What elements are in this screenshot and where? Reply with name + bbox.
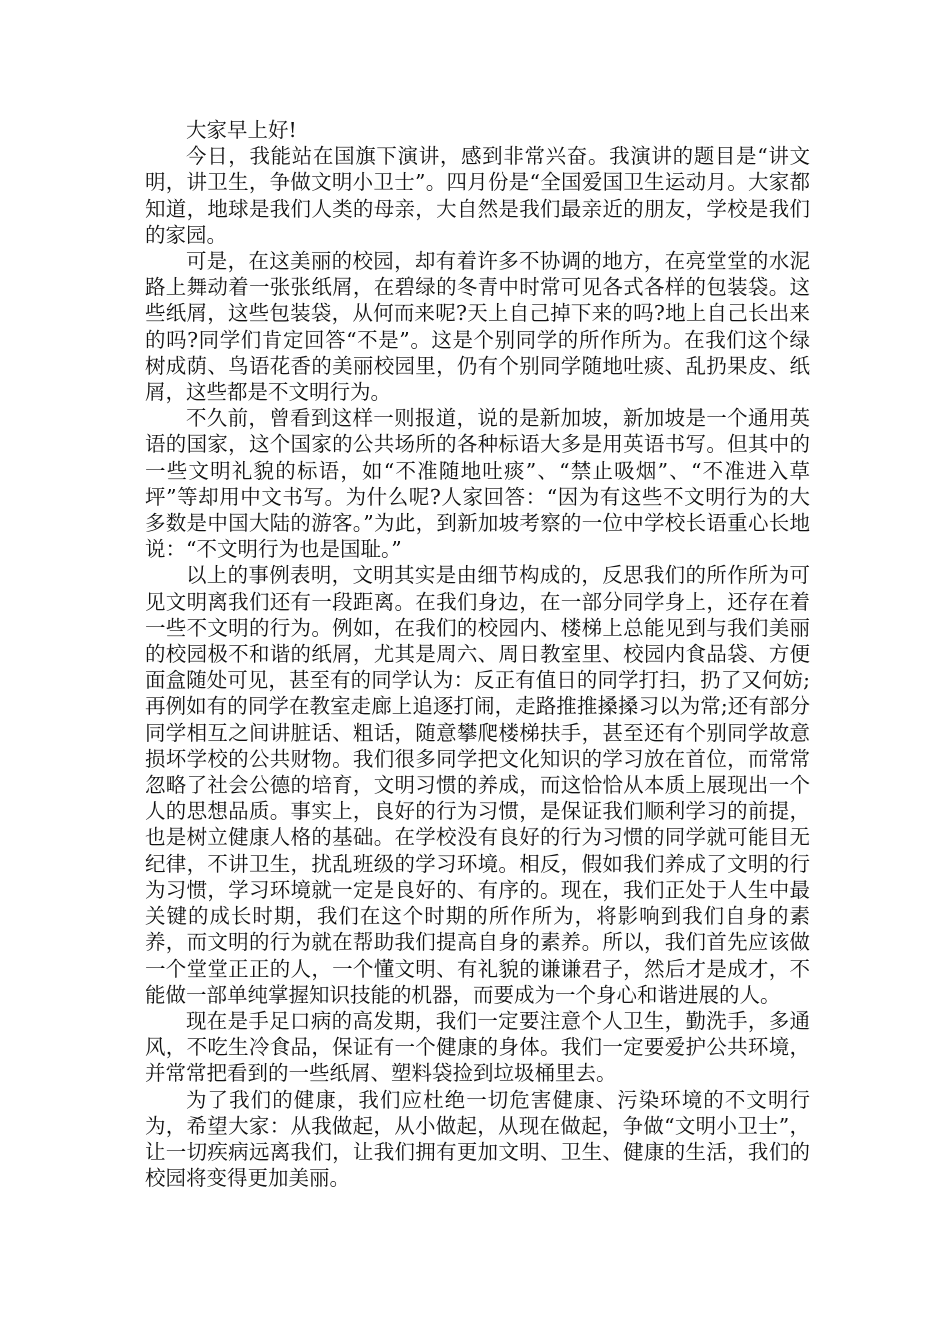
civilized-behavior-paragraph: 以上的事例表明，文明其实是由细节构成的，反思我们的所作所为可见文明离我们还有一段距离。在我们身边，在一部分同学身上，还存在着一些不文明的行为。例如，在我们的校园内、楼梯上总能见到与我们美丽的校园极不和谐的纸屑，尤其是周六、周日教室里、校园内食品袋、方便面盒随处可见，甚至有的同学认为：反正有值日的同学打扫，扔了又何妨;再例如有的同学在教室走廊上追逐打闹，走路推推搡搡习以为常;还有部分同学相互之间讲脏话、粗话，随意攀爬楼梯扶手，甚至还有个别同学故意损坏学校的公共财物。我们很多同学把文化知识的学习放在首位，而常常忽略了社会公德的培育，文明习惯的养成，而这恰恰从本质上展现出一个人的思想品质。事实上，良好的行为习惯，是保证我们顺利学习的前提，也是树立健康人格的基础。在学校没有良好的行为习惯的同学就可能目无纪律，不讲卫生，扰乱班级的学习环境。相反，假如我们养成了文明的行为习惯，学习环境就一定是良好的、有序的。现在，我们正处于人生中最关键的成长时期，我们在这个时期的所作所为，将影响到我们自身的素养，而文明的行为就在帮助我们提高自身的素养。所以，我们首先应该做一个堂堂正正的人，一个懂文明、有礼貌的谦谦君子，然后才是成才，不能做一部单纯掌握知识技能的机器，而要成为一个身心和谐进展的人。 <box>145 563 810 1007</box>
greeting-paragraph: 大家早上好! <box>186 118 297 142</box>
intro-paragraph: 今日，我能站在国旗下演讲，感到非常兴奋。我演讲的题目是“讲文明，讲卫生，争做文明小卫士”。四月份是“全国爱国卫生运动月。大家都知道，地球是我们人类的母亲，大自然是我们最亲近的朋友，学校是我们的家园。 <box>145 144 810 247</box>
closing-paragraph: 为了我们的健康，我们应杜绝一切危害健康、污染环境的不文明行为，希望大家：从我做起，从小做起，从现在做起，争做“文明小卫士”，让一切疾病远离我们，让我们拥有更加文明、卫生、健康的生活，我们的校园将变得更加美丽。 <box>145 1087 810 1191</box>
hygiene-paragraph: 现在是手足口病的高发期，我们一定要注意个人卫生，勤洗手，多通风，不吃生冷食品，保证有一个健康的身体。我们一定要爱护公共环境，并常常把看到的一些纸屑、塑料袋捡到垃圾桶里去。 <box>145 1008 810 1086</box>
speech-document <box>145 117 810 1191</box>
campus-litter-paragraph: 可是，在这美丽的校园，却有着许多不协调的地方，在亮堂堂的水泥路上舞动着一张张纸屑，在碧绿的冬青中时常可见各式各样的包装袋。这些纸屑，这些包装袋，从何而来呢?天上自己掉下来的吗?地上自己长出来的吗?同学们肯定回答“不是”。这是个别同学的所作所为。在我们这个绿树成荫、鸟语花香的美丽校园里，仍有个别同学随地吐痰、乱扔果皮、纸屑，这些都是不文明行为。 <box>145 249 810 405</box>
singapore-report-paragraph: 不久前，曾看到这样一则报道，说的是新加坡，新加坡是一个通用英语的国家，这个国家的公共场所的各种标语大多是用英语书写。但其中的一些文明礼貌的标语，如“不准随地吐痰”、“禁止吸烟”、“不准进入草坪”等却用中文书写。为什么呢?人家回答：“因为有这些不文明行为的大多数是中国大陆的游客。”为此，到新加坡考察的一位中学校长语重心长地说：“不文明行为也是国耻。” <box>145 406 810 562</box>
